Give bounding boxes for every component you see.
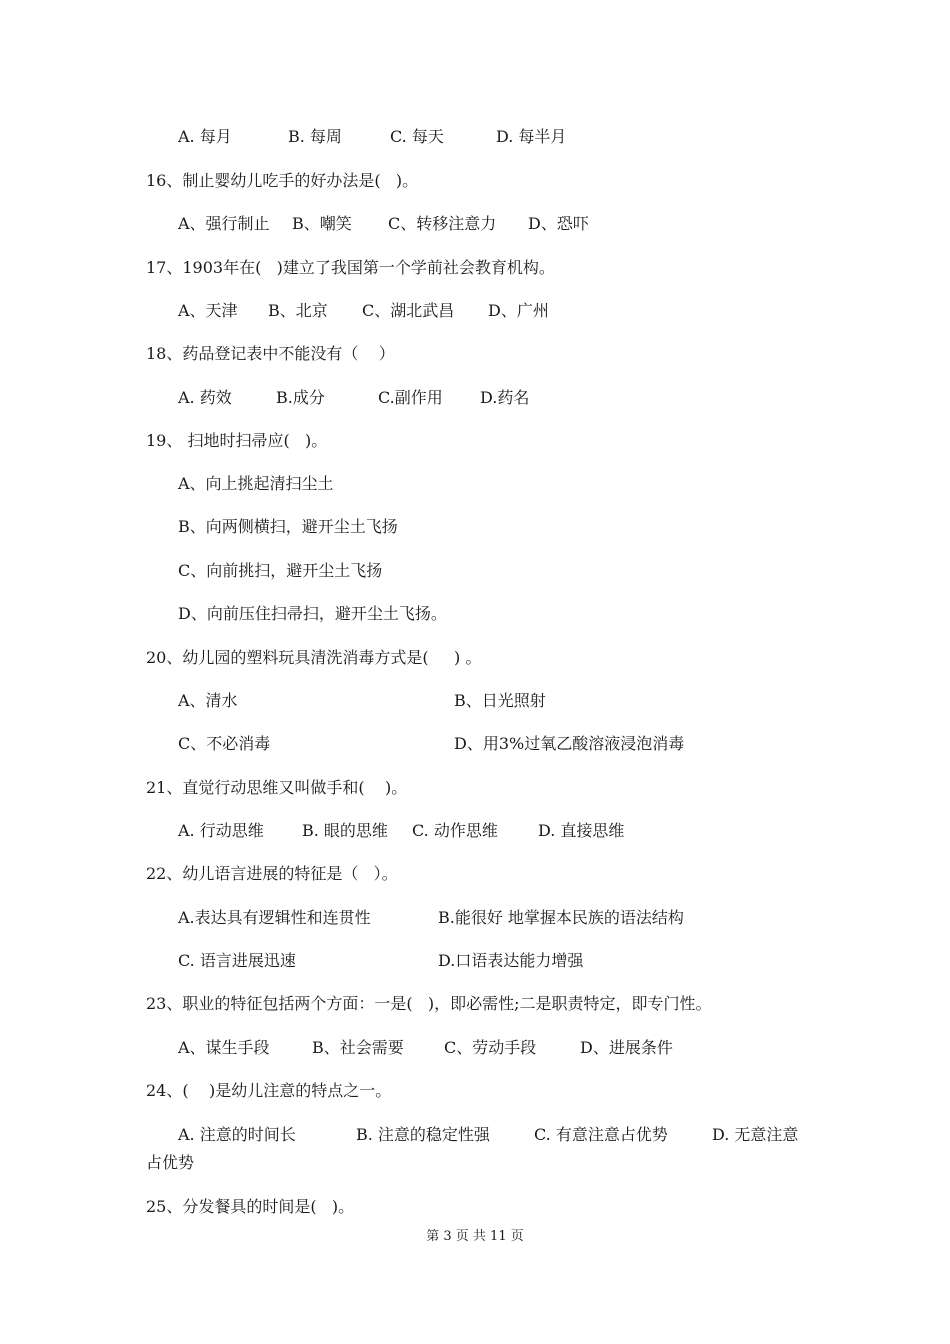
question-18: 18、药品登记表中不能没有（ ） [146, 344, 395, 363]
q17-option-d: D、广州 [488, 301, 549, 320]
q20-option-b: B、日光照射 [454, 691, 546, 710]
q21-option-b: B. 眼的思维 [302, 821, 388, 840]
question-25: 25、分发餐具的时间是( )。 [146, 1197, 355, 1216]
q19-option-b: B、向两侧横扫，避开尘土飞扬 [178, 517, 398, 536]
q19-option-d: D、向前压住扫帚扫，避开尘土飞扬。 [178, 604, 447, 623]
q21-option-d: D. 直接思维 [538, 821, 625, 840]
q18-option-a: A. 药效 [178, 388, 232, 407]
q22-option-c: C. 语言进展迅速 [178, 951, 296, 970]
q24-option-a: A. 注意的时间长 [178, 1125, 296, 1144]
q20-option-a: A、清水 [178, 691, 238, 710]
q16-option-c: C、转移注意力 [388, 214, 497, 233]
q20-option-c: C、不必消毒 [178, 734, 271, 753]
q24-option-d-continuation: 占优势 [146, 1153, 195, 1172]
question-16: 16、制止婴幼儿吃手的好办法是( )。 [146, 171, 419, 190]
question-21: 21、直觉行动思维又叫做手和( )。 [146, 778, 408, 797]
question-23: 23、职业的特征包括两个方面：一是( )，即必需性;二是职责特定，即专门性。 [146, 994, 712, 1013]
q23-option-a: A、谋生手段 [178, 1038, 270, 1057]
q22-option-b: B.能很好 地掌握本民族的语法结构 [438, 908, 684, 927]
q15-option-b: B. 每周 [288, 127, 342, 146]
q16-option-b: B、嘲笑 [292, 214, 352, 233]
q24-option-c: C. 有意注意占优势 [534, 1125, 668, 1144]
q22-option-a: A.表达具有逻辑性和连贯性 [178, 908, 371, 927]
q17-option-b: B、北京 [268, 301, 328, 320]
question-17: 17、1903年在( )建立了我国第一个学前社会教育机构。 [146, 258, 555, 277]
question-19: 19、 扫地时扫帚应( )。 [146, 431, 328, 450]
q24-option-b: B. 注意的稳定性强 [356, 1125, 490, 1144]
q18-option-d: D.药名 [480, 388, 530, 407]
question-22: 22、幼儿语言进展的特征是（ ）。 [146, 864, 398, 883]
q24-option-d: D. 无意注意 [712, 1125, 799, 1144]
q23-option-d: D、进展条件 [580, 1038, 673, 1057]
q22-option-d: D.口语表达能力增强 [438, 951, 584, 970]
q21-option-c: C. 动作思维 [412, 821, 498, 840]
q17-option-a: A、天津 [178, 301, 238, 320]
q19-option-c: C、向前挑扫，避开尘土飞扬 [178, 561, 383, 580]
page-footer: 第 3 页 共 11 页 [426, 1229, 524, 1244]
q15-option-c: C. 每天 [390, 127, 444, 146]
q16-option-d: D、恐吓 [528, 214, 589, 233]
q19-option-a: A、向上挑起清扫尘土 [178, 474, 334, 493]
q23-option-c: C、劳动手段 [444, 1038, 537, 1057]
q23-option-b: B、社会需要 [312, 1038, 404, 1057]
question-24: 24、( )是幼儿注意的特点之一。 [146, 1081, 392, 1100]
q18-option-c: C.副作用 [378, 388, 443, 407]
q17-option-c: C、湖北武昌 [362, 301, 455, 320]
q20-option-d: D、用3%过氧乙酸溶液浸泡消毒 [454, 734, 685, 753]
q15-option-a: A. 每月 [178, 127, 232, 146]
q21-option-a: A. 行动思维 [178, 821, 264, 840]
q15-option-d: D. 每半月 [496, 127, 567, 146]
q16-option-a: A、强行制止 [178, 214, 270, 233]
question-20: 20、幼儿园的塑料玩具清洗消毒方式是( ) 。 [146, 648, 482, 667]
q18-option-b: B.成分 [276, 388, 325, 407]
